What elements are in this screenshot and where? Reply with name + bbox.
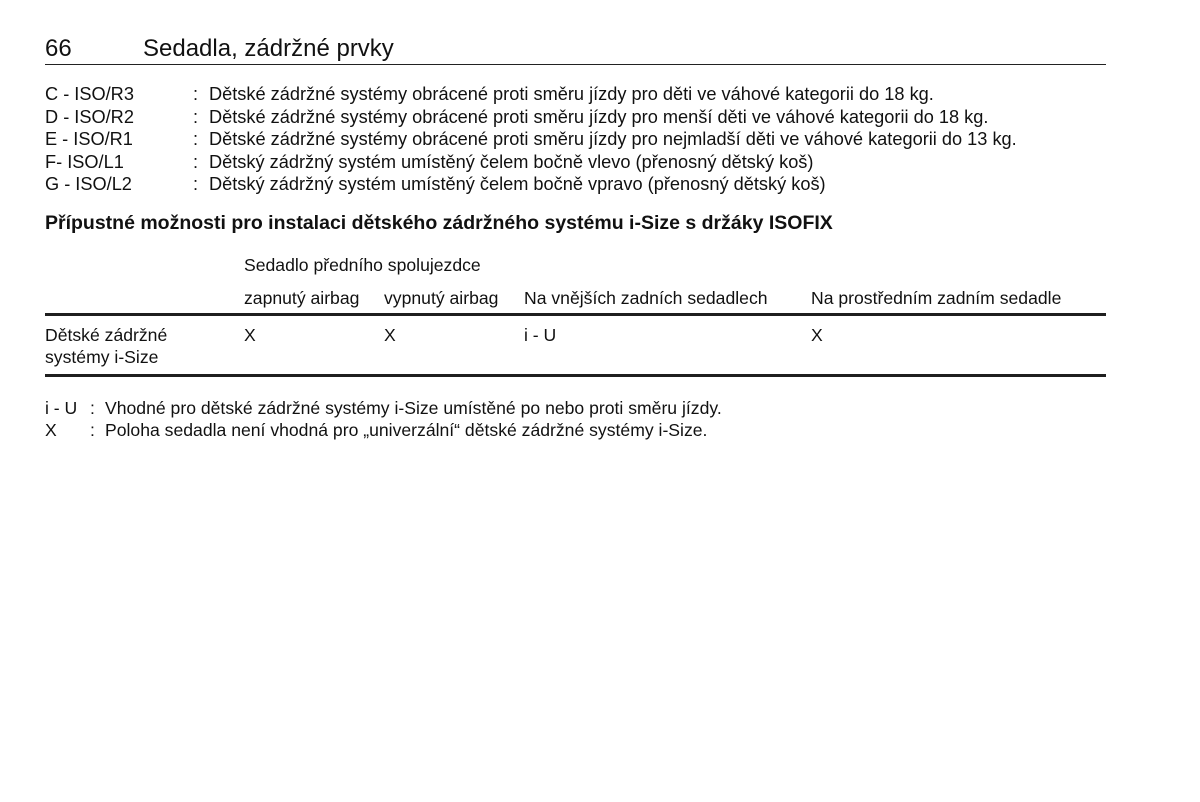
definition-separator: : (193, 174, 199, 194)
page-number: 66 (45, 35, 72, 62)
table-header-rule (45, 313, 1106, 316)
table-cell: X (384, 325, 396, 345)
legend-code: X (45, 420, 57, 440)
section-heading: Přípustné možnosti pro instalaci dětského zádržného systému i-Size s držáky ISOFIX (45, 212, 833, 234)
legend-separator: : (90, 398, 95, 418)
table-cell: X (244, 325, 256, 345)
table-bottom-rule (45, 374, 1106, 377)
definition-code: D - ISO/R2 (45, 106, 134, 127)
definition-separator: : (193, 151, 199, 172)
definition-code: C - ISO/R3 (45, 84, 134, 104)
definition-item (45, 151, 1165, 174)
legend-code: i - U (45, 398, 78, 418)
definition-item (45, 128, 1165, 151)
definition-text: Dětský zádržný systém umístěný čelem bočně vpravo (přenosný dětský koš) (209, 174, 826, 194)
legend-text: Vhodné pro dětské zádržné systémy i-Size umístěné po nebo proti směru jízdy. (105, 398, 722, 418)
table-group-header: Sedadlo předního spolujezdce (244, 255, 481, 275)
definition-item (45, 83, 1165, 106)
definition-list (45, 83, 1165, 196)
page-title: Sedadla, zádržné prvky (143, 35, 394, 62)
isofix-table (45, 250, 1106, 380)
table-cell: i - U (524, 325, 557, 345)
column-header-airbag-on: zapnutý airbag (244, 288, 360, 308)
definition-text: Dětský zádržný systém umístěný čelem bočně vlevo (přenosný dětský koš) (209, 151, 814, 172)
definition-item (45, 106, 1165, 129)
definition-text: Dětské zádržné systémy obrácené proti směru jízdy pro nejmladší děti ve váhové kategorii do 13 kg. (209, 129, 1017, 149)
column-header-airbag-off: vypnutý airbag (384, 288, 499, 308)
column-header-outer-rear: Na vnějších zadních sedadlech (524, 288, 768, 308)
column-header-center-rear: Na prostředním zadním sedadle (811, 288, 1062, 308)
page-header (45, 34, 1106, 65)
definition-code: G - ISO/L2 (45, 174, 132, 194)
row-header-isize: Dětské zádržné systémy i-Size (45, 325, 168, 367)
table-cell: X (811, 325, 823, 345)
definition-separator: : (193, 129, 199, 149)
definition-separator: : (193, 106, 199, 127)
definition-text: Dětské zádržné systémy obrácené proti směru jízdy pro děti ve váhové kategorii do 18 kg. (209, 84, 934, 104)
definition-text: Dětské zádržné systémy obrácené proti směru jízdy pro menší děti ve váhové kategorii do 18 kg. (209, 106, 989, 127)
definition-separator: : (193, 84, 199, 104)
legend-separator: : (90, 420, 95, 440)
definition-code: E - ISO/R1 (45, 129, 133, 149)
definition-code: F- ISO/L1 (45, 151, 124, 172)
legend-text: Poloha sedadla není vhodná pro „univerzální“ dětské zádržné systémy i-Size. (105, 420, 708, 440)
definition-item (45, 173, 1165, 196)
